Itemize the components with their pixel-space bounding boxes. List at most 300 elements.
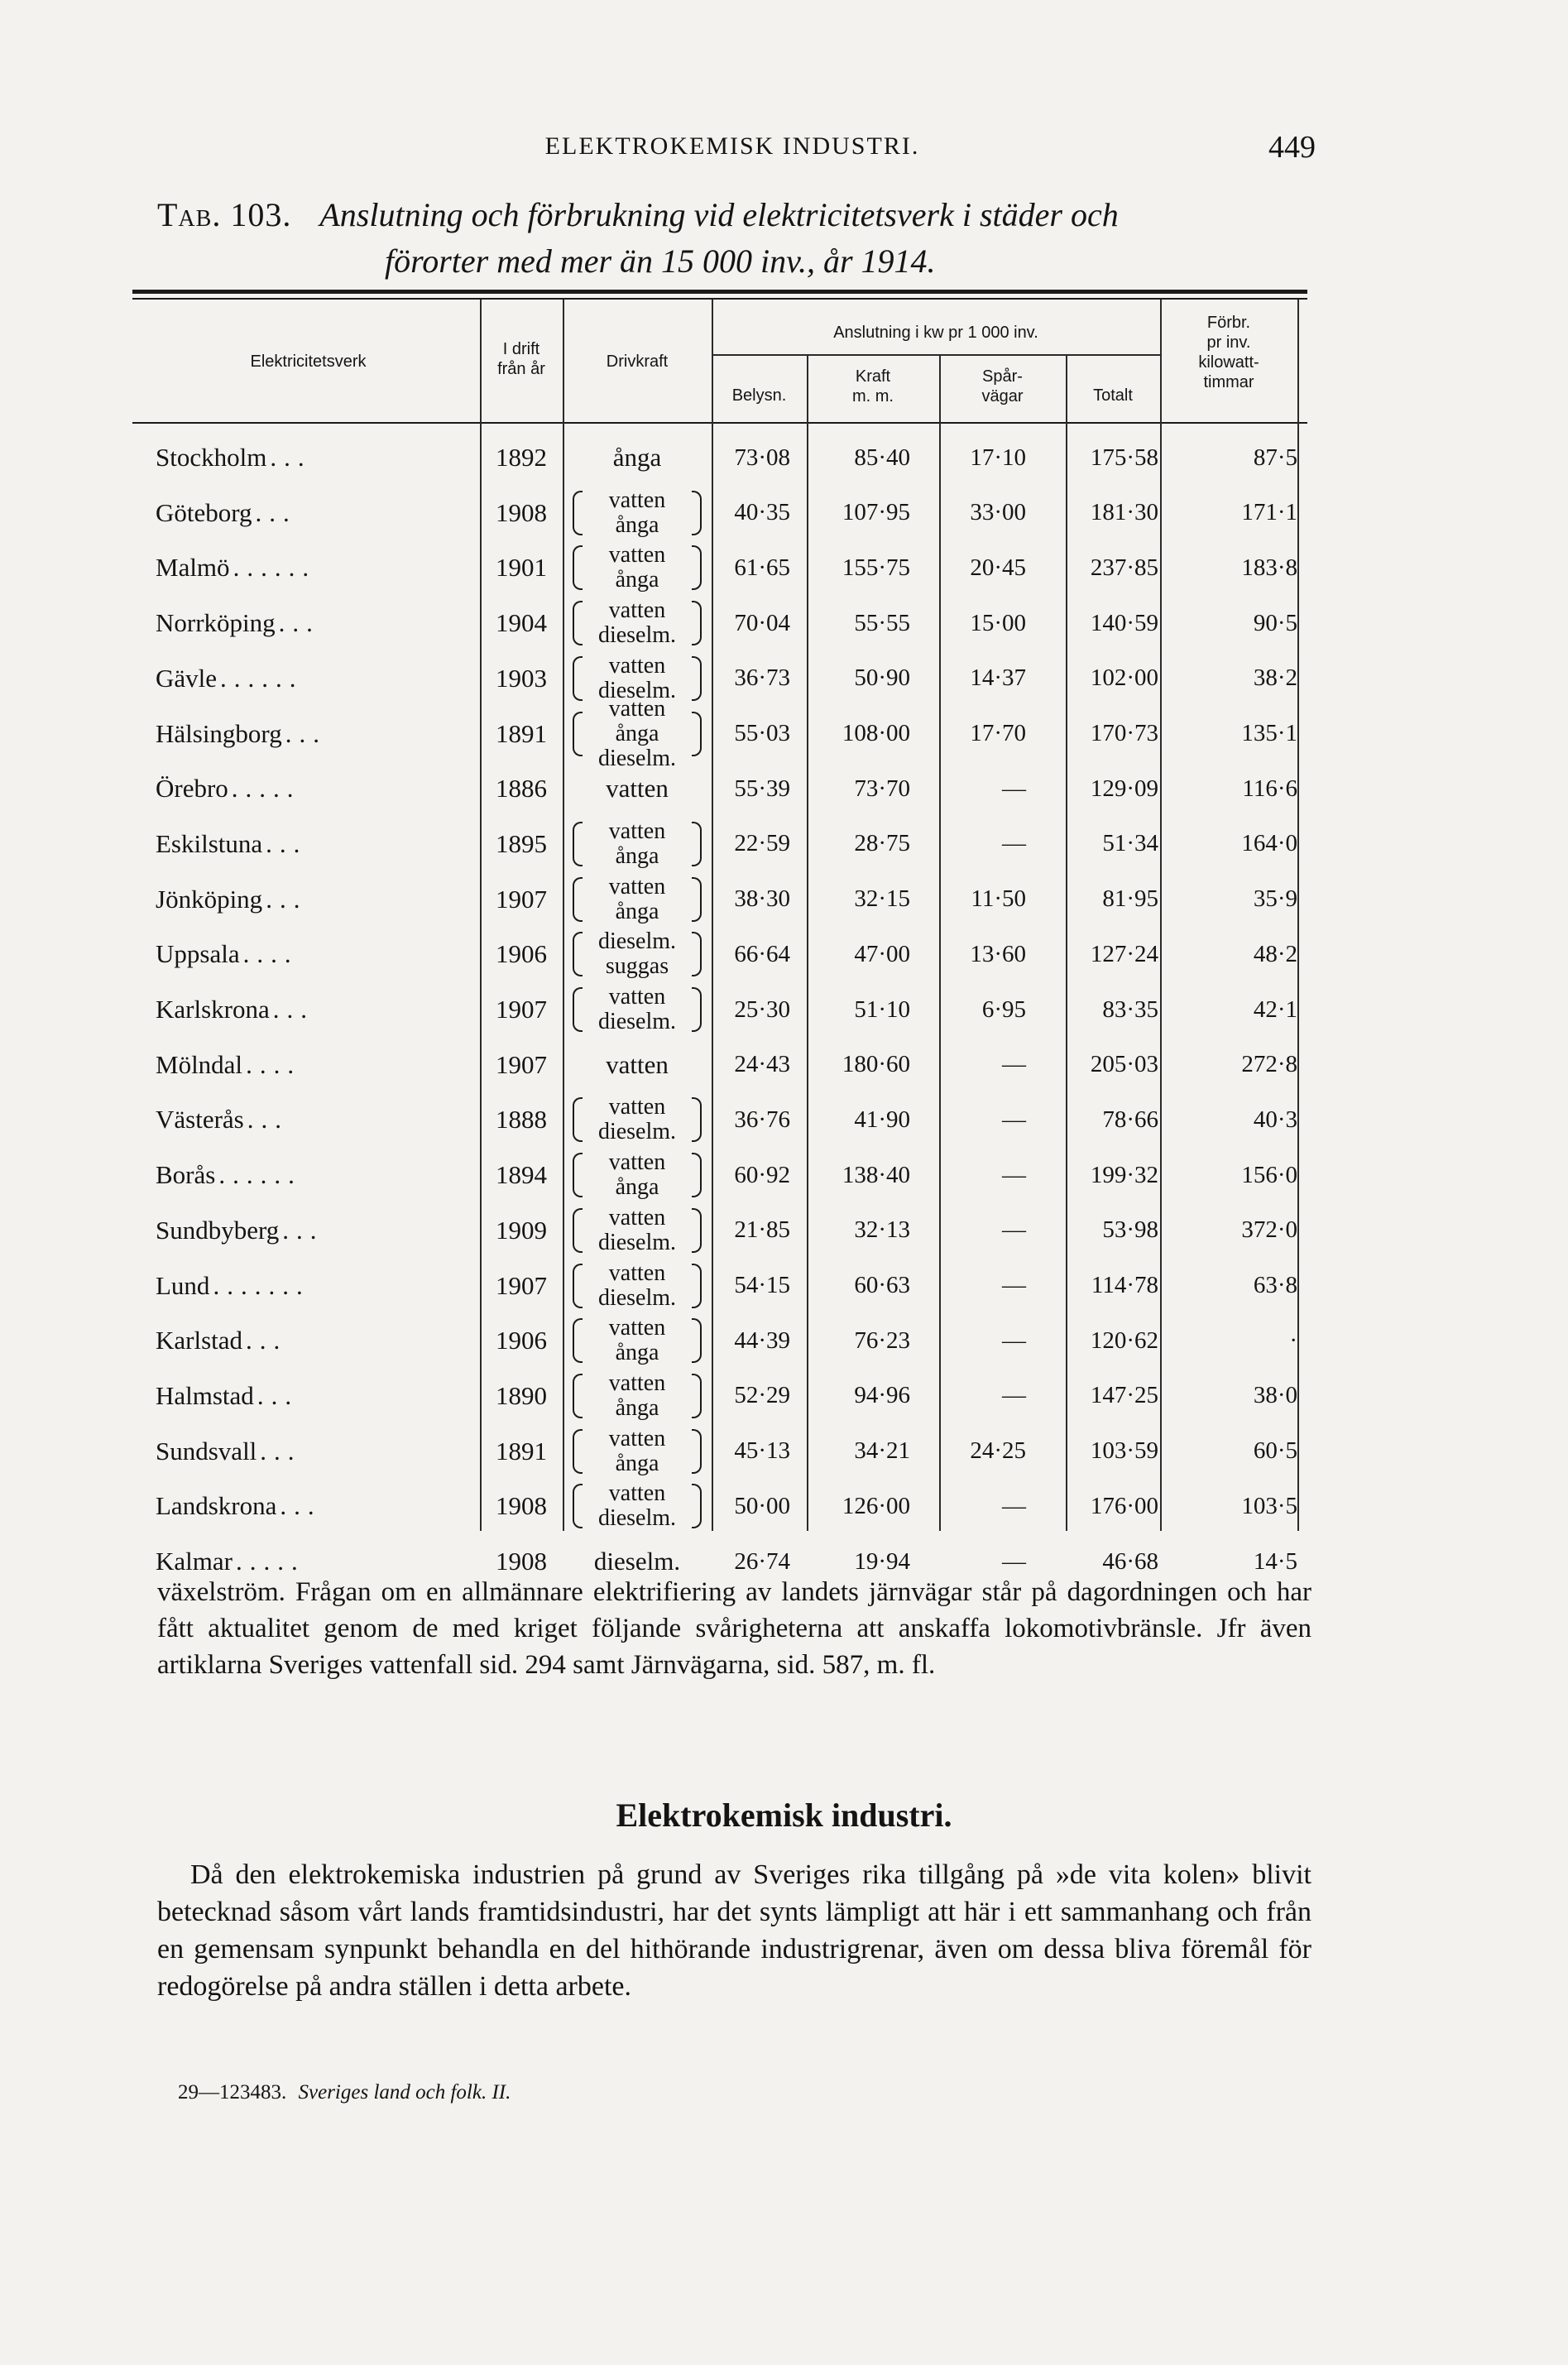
cell-kraft: 108·00 [842,720,910,746]
brace-left [573,1318,583,1363]
cell-year: 1909 [496,1215,547,1245]
drivkraft-item: dieselm. [597,1009,677,1034]
drivkraft-item: ånga [615,1174,659,1201]
cell-verk [156,1259,487,1313]
cell-verk [156,651,487,706]
cell-drivkraft [563,1313,712,1368]
header-drift-1: I drift [502,340,540,358]
leader-dots: ..... [235,1547,305,1576]
cell-spar: — [1002,830,1026,857]
header-kraft-2: m. m. [852,387,894,405]
brace-left [573,822,583,866]
header-forbr-3: kilowatt- [1198,353,1259,372]
leader-dots: .... [242,939,299,969]
cell-drivkraft [563,817,712,871]
leader-dots: ... [285,718,327,748]
cell-forbr: 35·9 [1253,885,1297,913]
table-row [149,1313,1307,1368]
verk-name: Landskrona [156,1491,277,1521]
cell-spar: 11·50 [971,885,1026,913]
table-row [149,1259,1307,1313]
cell-belysn: 61·65 [734,554,790,581]
cell-forbr: 183·8 [1241,554,1297,581]
drivkraft-item: vatten [606,1049,669,1079]
cell-year: 1903 [496,663,547,693]
verk-name: Malmö [156,553,230,583]
header-drift-2: från år [497,360,545,378]
cell-belysn: 73·08 [734,444,790,471]
cell-kraft: 41·90 [854,1106,910,1133]
cell-year: 1901 [496,553,547,583]
verk-name: Borås [156,1160,216,1190]
cell-drivkraft [563,872,712,927]
cell-forbr: 42·1 [1253,995,1297,1023]
verk-name: Uppsala [156,939,240,969]
cell-spar: 17·10 [970,444,1026,471]
cell-verk [156,1479,487,1533]
drivkraft-item: dieselm. [597,928,677,955]
cell-year: 1895 [496,828,547,858]
cell-spar: — [1002,775,1026,802]
cell-forbr: 38·2 [1253,664,1297,692]
cell-totalt: 103·59 [1090,1437,1158,1465]
cell-belysn: 70·04 [734,609,790,636]
verk-name: Lund [156,1270,210,1300]
cell-spar: — [1002,1161,1026,1188]
table-row [149,927,1307,981]
cell-drivkraft [563,430,712,485]
leader-dots: ... [260,1436,302,1466]
drivkraft-item: dieselm. [597,1284,677,1311]
leader-dots: ... [266,884,308,914]
brace-left [573,545,583,590]
header-kraft-1: Kraft [855,367,891,386]
leader-dots: ... [270,443,312,472]
brace-right [692,545,702,590]
brace-left [573,1264,583,1308]
cell-totalt: 53·98 [1102,1216,1158,1244]
drivkraft-item: vatten [608,695,666,722]
brace-right [692,1374,702,1418]
header-forbr-4: timmar [1203,373,1254,391]
cell-belysn: 26·74 [734,1547,790,1575]
table-top-rule-inner [132,298,1307,300]
header-forbr-1: Förbr. [1206,314,1251,332]
cell-drivkraft [563,1479,712,1533]
header-kraft [807,367,939,406]
footer [178,2081,511,2104]
drivkraft-item: vatten [608,487,666,513]
cell-verk [156,982,487,1037]
anslutning-span-rule [712,354,1160,356]
verk-name: Karlskrona [156,995,270,1024]
drivkraft-item: ånga [615,720,659,746]
brace-left [573,601,583,645]
cell-kraft: 60·63 [854,1272,910,1298]
cell-drivkraft [563,596,712,650]
cell-totalt: 237·85 [1090,554,1158,581]
header-anslutning: Anslutning i kw pr 1 000 inv. [833,324,1038,342]
brace-left [573,656,583,701]
cell-verk [156,761,487,816]
cell-verk [156,707,487,761]
cell-forbr: 40·3 [1253,1106,1297,1133]
cell-totalt: 83·35 [1102,995,1158,1023]
drivkraft-item: dieselm. [597,745,677,771]
table-row [149,1424,1307,1479]
cell-kraft: 155·75 [842,554,910,581]
brace-right [692,1318,702,1363]
cell-drivkraft [563,1369,712,1423]
drivkraft-item: vatten [608,1259,666,1286]
cell-belysn: 38·30 [734,885,790,913]
brace-left [573,987,583,1032]
paragraph-1: växelström. Frågan om en allmännare elektrifiering av landets järnvägar står på dagordningen och har fått aktualitet genom de med kriget följande svårigheterna att anskaffa lokomotivbränsle. Jfr även artiklarna Sveriges vattenfall sid. 294 samt Järnvägarna, sid. 587, m. fl. [157,1577,1311,1680]
footer-code: 29—123483. [178,2081,287,2104]
drivkraft-item: dieselm. [597,1119,677,1145]
cell-year: 1886 [496,774,547,804]
cell-forbr: 103·5 [1241,1492,1297,1519]
drivkraft-item: dieselm. [597,1505,677,1532]
cell-totalt: 140·59 [1090,609,1158,636]
header-drivkraft: Drivkraft [606,353,669,371]
cell-year: 1908 [496,497,547,527]
brace-left [573,1097,583,1142]
table-row [149,1092,1307,1147]
verk-name: Sundbyberg [156,1215,280,1245]
brace-left [573,1429,583,1474]
drivkraft-item: ånga [612,443,662,472]
drivkraft-item: dieselm. [597,677,677,703]
cell-totalt: 81·95 [1102,885,1158,913]
cell-kraft: 76·23 [854,1326,910,1354]
verk-name: Jönköping [156,884,263,914]
cell-belysn: 66·64 [734,940,790,967]
cell-spar: 13·60 [970,940,1026,967]
cell-drivkraft [563,761,712,816]
leader-dots: ...... [220,663,304,693]
cell-totalt: 102·00 [1090,664,1158,692]
cell-kraft: 50·90 [854,664,910,692]
leader-dots: ... [280,1491,322,1521]
leader-dots: ... [255,497,297,527]
leader-dots: ... [257,1380,300,1410]
leader-dots: ... [247,1105,289,1135]
cell-year: 1907 [496,1270,547,1300]
table-row [149,651,1307,706]
drivkraft-item: dieselm. [597,622,677,649]
header-spar-2: vägar [981,387,1024,405]
brace-right [692,877,702,922]
cell-spar: — [1002,1272,1026,1298]
cell-verk [156,927,487,981]
leader-dots: .... [246,1049,302,1079]
brace-right [692,601,702,645]
cell-kraft: 34·21 [854,1437,910,1465]
verk-name: Hälsingborg [156,718,282,748]
cell-totalt: 78·66 [1102,1106,1158,1133]
table-row [149,486,1307,540]
cell-drivkraft [563,1092,712,1147]
drivkraft-item: ånga [615,898,659,924]
verk-name: Norrköping [156,608,276,638]
cell-verk [156,1313,487,1368]
cell-belysn: 50·00 [734,1492,790,1519]
running-head [149,132,1316,174]
verk-name: Örebro [156,774,228,804]
cell-year: 1906 [496,1326,547,1355]
leader-dots: ....... [213,1270,310,1300]
leader-dots: ...... [233,553,317,583]
cell-spar: 6·95 [981,995,1026,1023]
table-row [149,761,1307,816]
cell-totalt: 46·68 [1102,1547,1158,1575]
cell-belysn: 22·59 [734,830,790,857]
cell-forbr: 171·1 [1241,499,1297,526]
cell-year: 1888 [496,1105,547,1135]
cell-verk [156,1424,487,1479]
verk-name: Karlstad [156,1326,243,1355]
header-bottom-rule [132,422,1307,424]
cell-totalt: 181·30 [1090,499,1158,526]
cell-totalt: 170·73 [1090,720,1158,746]
header-spar [939,367,1066,406]
cell-drivkraft [563,927,712,981]
cell-kraft: 47·00 [854,940,910,967]
cell-kraft: 107·95 [842,499,910,526]
drivkraft-item: dieselm. [597,1229,677,1255]
table-row [149,1148,1307,1202]
cell-spar: — [1002,1216,1026,1244]
cell-drivkraft [563,982,712,1037]
leader-dots: ... [278,608,320,638]
section-heading: Elektrokemisk industri. [616,1797,952,1834]
cell-drivkraft [563,1424,712,1479]
cell-totalt: 147·25 [1090,1382,1158,1409]
cell-spar: — [1002,1326,1026,1354]
paragraph-2: Då den elektrokemiska industrien på grund av Sveriges rika tillgång på »de vita kolen» blivit betecknad såsom vårt lands framtidsindustri, har det synts lämpligt att här i ett sammanhang och från en gemensam synpunkt behandla en del hithörande industrigrenar, även om dessa bliva föremål för redogörelse på andra ställen i detta arbete. [157,1859,1311,2002]
cell-verk [156,1038,487,1092]
brace-right [692,1153,702,1197]
verk-name: Västerås [156,1105,244,1135]
brace-left [573,877,583,922]
header-spar-1: Spår- [982,367,1023,386]
cell-belysn: 44·39 [734,1326,790,1354]
brace-left [573,491,583,535]
cell-belysn: 55·39 [734,775,790,802]
cell-forbr: 87·5 [1253,444,1297,471]
table-row [149,430,1307,485]
cell-spar: — [1002,1547,1026,1575]
drivkraft-item: vatten [608,1204,666,1230]
cell-forbr: 372·0 [1241,1216,1297,1244]
verk-name: Sundsvall [156,1436,257,1466]
brace-left [573,932,583,976]
cell-belysn: 36·73 [734,664,790,692]
drivkraft-item: vatten [608,1370,666,1396]
cell-year: 1908 [496,1491,547,1521]
cell-drivkraft [563,486,712,540]
caption-line-2: förorter med mer än 15 000 inv., år 1914. [385,242,936,280]
drivkraft-item: vatten [606,774,669,804]
cell-drivkraft [563,1038,712,1092]
brace-right [692,712,702,756]
cell-spar: 20·45 [970,554,1026,581]
cell-forbr: 38·0 [1253,1382,1297,1409]
cell-kraft: 85·40 [854,444,910,471]
verk-name: Gävle [156,663,218,693]
drivkraft-item: vatten [608,873,666,899]
brace-right [692,1429,702,1474]
brace-right [692,932,702,976]
header-forbr-2: pr inv. [1206,333,1251,352]
cell-forbr: 164·0 [1241,830,1297,857]
drivkraft-item: vatten [608,542,666,568]
table-row [149,1479,1307,1533]
verk-name: Göteborg [156,497,252,527]
drivkraft-item: ånga [615,511,659,538]
cell-belysn: 21·85 [734,1216,790,1244]
cell-spar: — [1002,1492,1026,1519]
cell-verk [156,486,487,540]
drivkraft-item: ånga [615,842,659,869]
leader-dots: ... [266,828,308,858]
cell-spar: — [1002,1051,1026,1078]
cell-kraft: 138·40 [842,1161,910,1188]
cell-year: 1892 [496,443,547,472]
drivkraft-item: vatten [608,1425,666,1451]
brace-right [692,656,702,701]
cell-forbr: 135·1 [1241,720,1297,746]
brace-right [692,1264,702,1308]
cell-belysn: 54·15 [734,1272,790,1298]
cell-kraft: 32·13 [854,1216,910,1244]
caption-line-1: Anslutning och förbrukning vid elektricitetsverk i städer och [319,196,1119,233]
leader-dots: ... [282,1215,324,1245]
drivkraft-item: vatten [608,1480,666,1507]
cell-year: 1906 [496,939,547,969]
brace-right [692,822,702,866]
drivkraft-item: vatten [608,652,666,679]
cell-belysn: 52·29 [734,1382,790,1409]
drivkraft-item: ånga [615,1450,659,1476]
cell-forbr: 116·6 [1242,775,1297,802]
cell-kraft: 19·94 [854,1547,910,1575]
cell-year: 1891 [496,718,547,748]
leader-dots: ... [272,995,314,1024]
cell-verk [156,817,487,871]
cell-totalt: 129·09 [1090,775,1158,802]
brace-right [692,1208,702,1253]
brace-left [573,1208,583,1253]
header-forbr [1160,313,1297,392]
cell-forbr: 48·2 [1253,940,1297,967]
drivkraft-item: vatten [608,984,666,1010]
cell-belysn: 55·03 [734,720,790,746]
table-row [149,872,1307,927]
cell-year: 1907 [496,995,547,1024]
leader-dots: ...... [218,1160,302,1190]
cell-belysn: 25·30 [734,995,790,1023]
cell-drivkraft [563,1259,712,1313]
table-row [149,540,1307,595]
drivkraft-item: ånga [615,1340,659,1366]
cell-spar: — [1002,1382,1026,1409]
cell-forbr: 90·5 [1253,609,1297,636]
cell-year: 1907 [496,884,547,914]
cell-totalt: 51·34 [1102,830,1158,857]
drivkraft-item: ånga [615,1394,659,1421]
cell-kraft: 32·15 [854,885,910,913]
cell-drivkraft [563,695,712,771]
footer-title: Sveriges land och folk. II. [298,2081,511,2104]
verk-name: Stockholm [156,443,267,472]
cell-verk [156,540,487,595]
table-caption [157,192,1316,285]
cell-verk [156,1203,487,1258]
cell-belysn: 60·92 [734,1161,790,1188]
table-row [149,1038,1307,1092]
brace-left [573,1153,583,1197]
cell-kraft: 28·75 [854,830,910,857]
verk-name: Mölndal [156,1049,243,1079]
cell-verk [156,1369,487,1423]
cell-forbr: 60·5 [1253,1437,1297,1465]
table-row [149,1203,1307,1258]
drivkraft-item: vatten [608,818,666,844]
cell-year: 1904 [496,608,547,638]
cell-spar: 17·70 [970,720,1026,746]
cell-belysn: 40·35 [734,499,790,526]
cell-spar: — [1002,1106,1026,1133]
verk-name: Eskilstuna [156,828,263,858]
cell-forbr: 63·8 [1253,1272,1297,1298]
cell-year: 1894 [496,1160,547,1190]
cell-totalt: 127·24 [1090,940,1158,967]
cell-kraft: 126·00 [842,1492,910,1519]
header-drift [480,339,563,379]
leader-dots: ..... [231,774,301,804]
running-title: ELEKTROKEMISK INDUSTRI. [544,132,920,160]
table-row [149,695,1307,771]
cell-totalt: 176·00 [1090,1492,1158,1519]
cell-year: 1908 [496,1547,547,1576]
drivkraft-item: vatten [608,1094,666,1120]
cell-kraft: 180·60 [842,1051,910,1078]
table-row [149,817,1307,871]
table-label: Tab. 103. [157,196,292,233]
cell-forbr: 156·0 [1241,1161,1297,1188]
brace-left [573,1484,583,1528]
drivkraft-item: dieselm. [593,1547,681,1576]
cell-totalt: 205·03 [1090,1051,1158,1078]
header-belysn: Belysn. [731,386,787,405]
cell-year: 1890 [496,1380,547,1410]
drivkraft-item: vatten [608,1315,666,1341]
cell-spar: 15·00 [970,609,1026,636]
cell-belysn: 36·76 [734,1106,790,1133]
table-row [149,982,1307,1037]
cell-spar: 14·37 [970,664,1026,692]
cell-kraft: 73·70 [854,775,910,802]
cell-belysn: 45·13 [734,1437,790,1465]
table-top-rule [132,290,1307,294]
table-row [149,596,1307,650]
cell-verk [156,596,487,650]
table-row [149,1369,1307,1423]
cell-drivkraft [563,1203,712,1258]
cell-verk [156,1092,487,1147]
